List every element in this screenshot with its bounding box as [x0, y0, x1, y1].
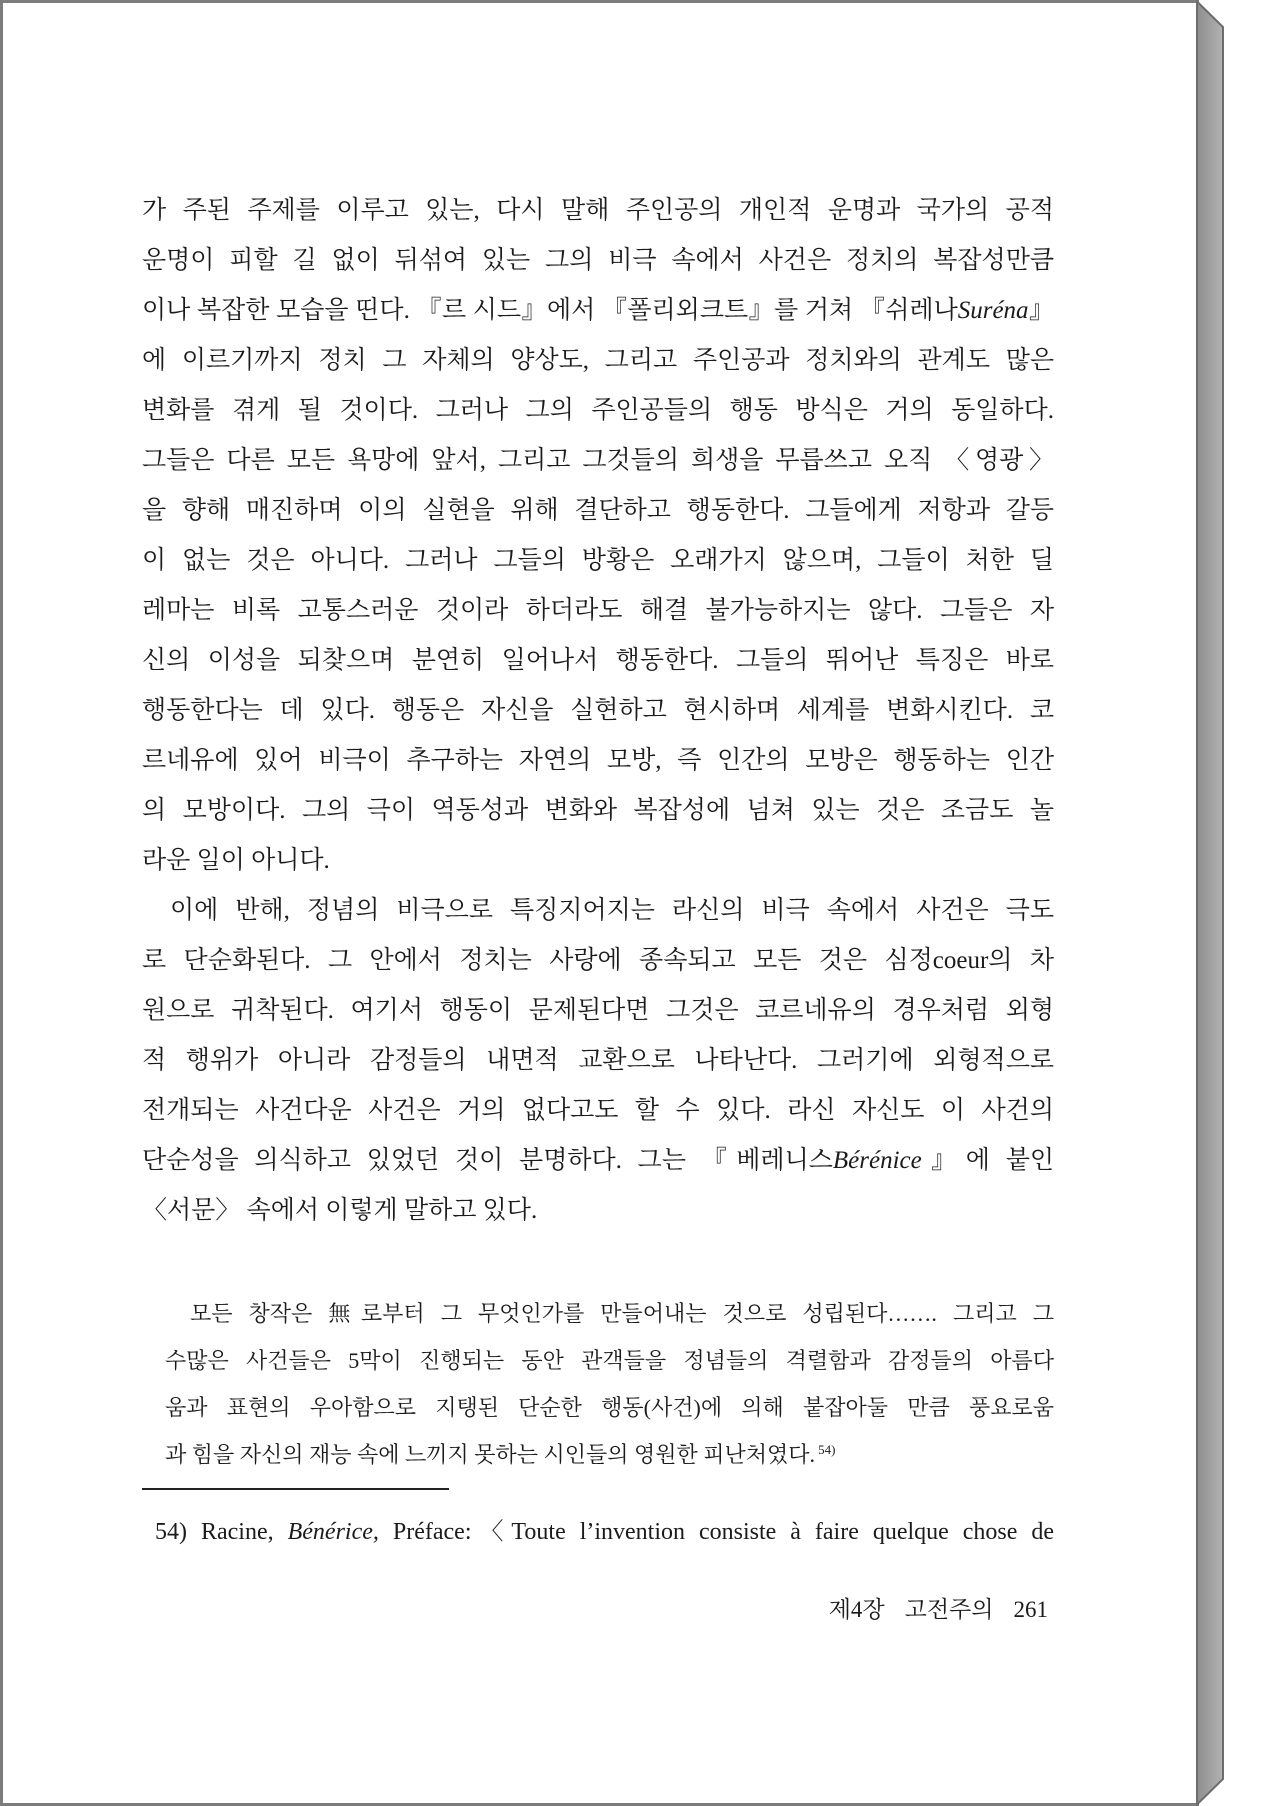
text-line: 그들은 다른 모든 욕망에 앞서, 그리고 그것들의 희생을 무릅쓰고 오직 〈영광〉	[142, 447, 1054, 474]
text-line: 라운 일이 아니다.	[142, 847, 330, 874]
quote-line: 수많은 사건들은 5막이 진행되는 동안 관객들을 정념들의 격렬함과 감정들의 아름다	[165, 1348, 1054, 1373]
footnote-author: Racine,	[200, 1519, 274, 1545]
text-segment: 』	[1028, 297, 1054, 324]
text-segment: 과 힘을 자신의 재능 속에 느끼지 못하는 시인들의 영원한 피난처였다.	[165, 1442, 816, 1467]
page-number: 261	[1013, 1597, 1048, 1622]
text-line: 변화를 겪게 될 것이다. 그러나 그의 주인공들의 행동 방식은 거의 동일하다.	[142, 397, 1054, 424]
chapter-label: 제4장	[828, 1597, 885, 1622]
text-line: 원으로 귀착된다. 여기서 행동이 문제된다면 그것은 코르네유의 경우처럼 외형	[142, 997, 1054, 1024]
text-line: 로 단순화된다. 그 안에서 정치는 사랑에 종속되고 모든 것은 심정coeur의 차	[142, 947, 1054, 974]
footnote	[155, 1510, 1054, 1554]
text-line: 신의 이성을 되찾으며 분연히 일어나서 행동한다. 그들의 뛰어난 특징은 바로	[142, 647, 1054, 674]
text-line: 르네유에 있어 비극이 추구하는 자연의 모방, 즉 인간의 모방은 행동하는 인간	[142, 747, 1054, 774]
main-text	[142, 186, 1054, 1236]
page-edge	[1196, 0, 1226, 1806]
quote-block	[165, 1290, 1054, 1478]
text-line: 가 주된 주제를 이루고 있는, 다시 말해 주인공의 개인적 운명과 국가의 공적	[142, 197, 1054, 224]
quote-line: 움과 표현의 우아함으로 지탱된 단순한 행동(사건)에 의해 붙잡아둘 만큼 풍요로움	[165, 1395, 1054, 1420]
text-segment: 』에 붙인	[921, 1147, 1054, 1174]
text-line: 〈서문〉 속에서 이렇게 말하고 있다.	[142, 1197, 538, 1224]
footnote-rule	[142, 1488, 449, 1490]
footnote-work-title: Bénérice,	[287, 1519, 379, 1545]
text-line: 운명이 피할 길 없이 뒤섞여 있는 그의 비극 속에서 사건은 정치의 복잡성만큼	[142, 247, 1054, 274]
text-line: 을 향해 매진하며 이의 실현을 위해 결단하고 행동한다. 그들에게 저항과 갈등	[142, 497, 1054, 524]
page-edge-shape	[1197, 2, 1223, 1805]
text-line: 전개되는 사건다운 사건은 거의 없다고도 할 수 있다. 라신 자신도 이 사건의	[142, 1097, 1054, 1124]
text-segment: 이나 복잡한 모습을 띤다. 『르 시드』에서 『폴리외크트』를 거쳐 『쉬레나	[142, 297, 958, 324]
text-line: 레마는 비록 고통스러운 것이라 하더라도 해결 불가능하지는 않다. 그들은 자	[142, 597, 1054, 624]
page-footer	[748, 1590, 1048, 1630]
text-line: 적 행위가 아니라 감정들의 내면적 교환으로 나타난다. 그러기에 외형적으로	[142, 1047, 1054, 1074]
text-line	[142, 1136, 1054, 1186]
footnote-text: Préface:〈Toute l’invention consiste à faire quelque chose de	[392, 1519, 1054, 1545]
paragraph	[142, 186, 1054, 886]
text-segment: 단순성을 의식하고 있었던 것이 분명하다. 그는 『베레니스	[142, 1147, 833, 1174]
footnote-number: 54)	[155, 1519, 187, 1545]
text-line: 에 이르기까지 정치 그 자체의 양상도, 그리고 주인공과 정치와의 관계도 많은	[142, 347, 1054, 374]
text-line	[142, 286, 1054, 336]
quote-line: 모든 창작은 無로부터 그 무엇인가를 만들어내는 것으로 성립된다……. 그리고 그	[190, 1301, 1054, 1326]
text-line: 이 없는 것은 아니다. 그러나 그들의 방황은 오래가지 않으며, 그들이 처한 딜	[142, 547, 1054, 574]
italic-title: Bérénice	[832, 1147, 922, 1174]
chapter-title: 고전주의	[904, 1597, 994, 1622]
text-line: 의 모방이다. 그의 극이 역동성과 변화와 복잡성에 넘쳐 있는 것은 조금도 놀	[142, 797, 1054, 824]
paragraph	[142, 886, 1054, 1236]
quote-line	[165, 1431, 1054, 1478]
footnote-ref: 54)	[818, 1441, 836, 1457]
text-line: 이에 반해, 정념의 비극으로 특징지어지는 라신의 비극 속에서 사건은 극도	[170, 897, 1054, 924]
italic-title: Suréna	[957, 297, 1029, 324]
text-line: 행동한다는 데 있다. 행동은 자신을 실현하고 현시하며 세계를 변화시킨다. 코	[142, 697, 1054, 724]
